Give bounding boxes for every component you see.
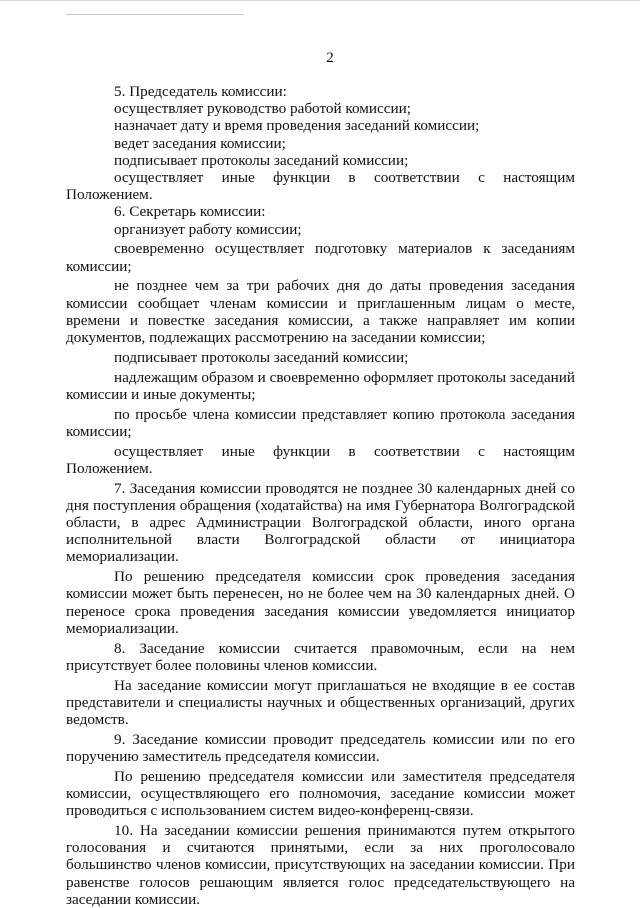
paragraph: назначает дату и время проведения заседаний комиссии; (114, 117, 480, 135)
paragraph: осуществляет руководство работой комиссии; (114, 100, 411, 118)
paragraph-chairman-heading: 5. Председатель комиссии: (114, 83, 287, 100)
paragraph: подписывает протоколы заседаний комиссии; (114, 348, 409, 366)
paragraph: не позднее чем за три рабочих дня до даты проведения заседания комиссии сообщает членам комиссии и приглашенным лицам о месте, времени и повестке заседания комиссии, а также направляет им копии документов, подлежащих рассмотрению на заседании комиссии; (66, 277, 575, 347)
paragraph: надлежащим образом и своевременно оформляет протоколы заседаний комиссии и иные документы; (66, 368, 575, 403)
paragraph-section-7: 7. Заседания комиссии проводятся не позднее 30 календарных дней со дня поступления обращения (ходатайства) на имя Губернатора Волгоградской области, в адрес Администрации Волгоградской области, иного органа исполнительной власти Волгоградской области от инициатора мемориализации. (66, 479, 575, 566)
paragraph: По решению председателя комиссии или заместителя председателя комиссии, осуществляющего его полномочия, заседание комиссии может проводиться с использованием систем видео-конференц-связи. (66, 767, 575, 820)
paragraph: организует работу комиссии; (114, 220, 302, 238)
page-number: 2 (326, 50, 334, 66)
scan-edge (0, 0, 640, 1)
paragraph-section-9: 9. Заседание комиссии проводит председатель комиссии или по его поручению заместитель председателя комиссии. (66, 730, 575, 766)
paragraph: ведет заседания комиссии; (114, 134, 286, 152)
paragraph: своевременно осуществляет подготовку материалов к заседаниям комиссии; (66, 240, 575, 275)
paragraph: по просьбе члена комиссии представляет копию протокола заседания комиссии; (66, 405, 575, 440)
paragraph: По решению председателя комиссии срок проведения заседания комиссии может быть перенесен, но не более чем на 30 календарных дней. О переносе срока проведения заседания комиссии уведомляется инициатор мемориализации. (66, 568, 575, 637)
paragraph: осуществляет иные функции в соответствии с настоящим Положением. (66, 442, 575, 477)
paragraph: осуществляет иные функции в соответствии с настоящим Положением. (66, 169, 575, 204)
paragraph-secretary-heading: 6. Секретарь комиссии: (114, 203, 266, 221)
paragraph-section-8: 8. Заседание комиссии считается правомочным, если на нем присутствует более половины членов комиссии. (66, 639, 575, 674)
scan-mark (66, 14, 244, 15)
paragraph-section-10: 10. На заседании комиссии решения принимаются путем открытого голосования и считаются принятыми, если за них проголосовало большинство членов комиссии, присутствующих на заседании комиссии. При равенстве голосов решающим является голос председательствующего на заседании комиссии. (66, 822, 575, 908)
paragraph: На заседание комиссии могут приглашаться не входящие в ее состав представители и специалисты научных и общественных организаций, других ведомств. (66, 676, 575, 729)
paragraph: подписывает протоколы заседаний комиссии; (114, 151, 409, 169)
document-body (66, 83, 575, 908)
